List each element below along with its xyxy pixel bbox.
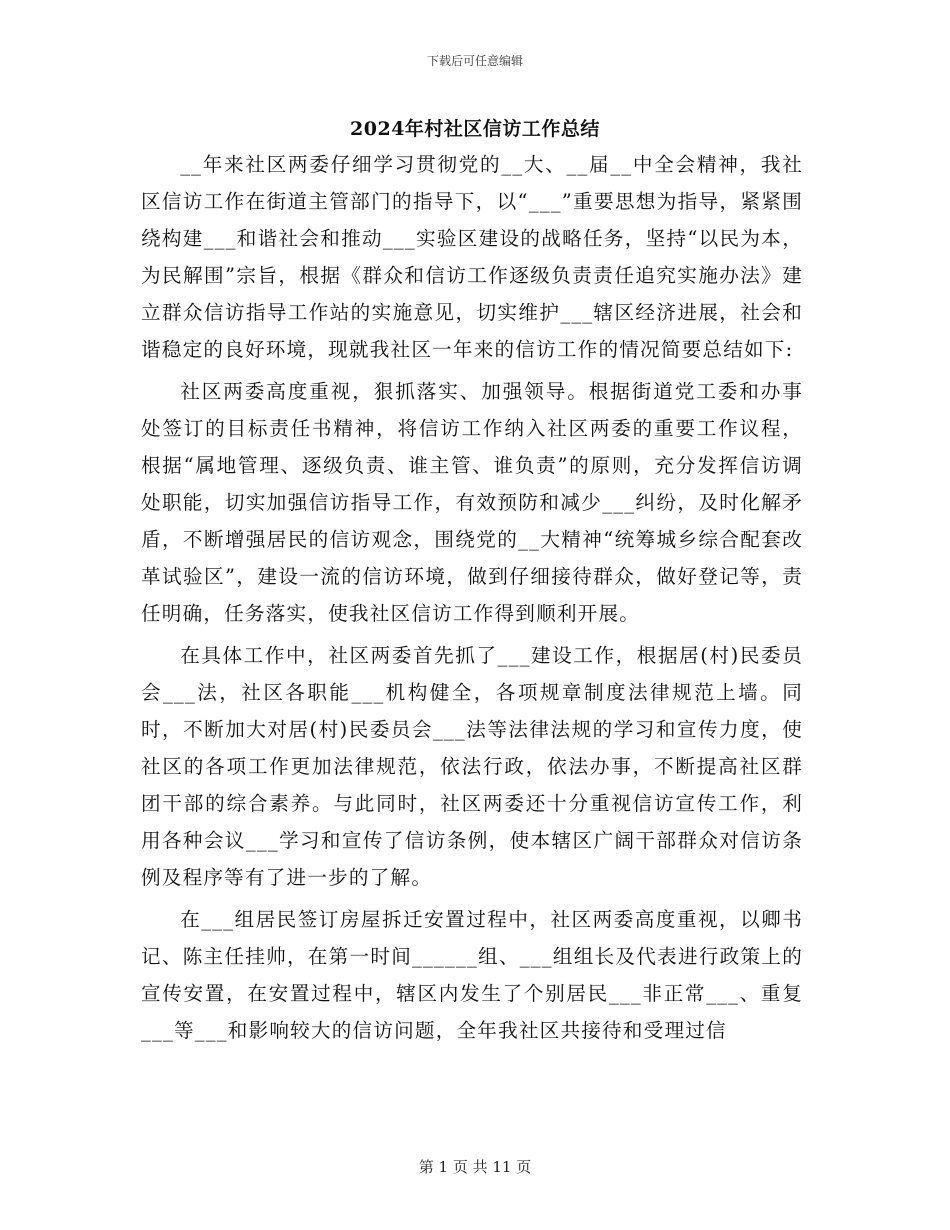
document-body [141, 146, 803, 1049]
header-note: 下载后可任意编辑 [426, 54, 523, 68]
paragraph-1: __年来社区两委仔细学习贯彻党的__大、__届__中全会精神，我社区信访工作在街道主管部门的指导下，以“___”重要思想为指导，紧紧围绕构建___和谐社会和推动___实验区建设的战略任务，坚持“以民为本，为民解围”宗旨，根据《群众和信访工作逐级负责责任追究实施办法》建立群众信访指导工作站的实施意见，切实维护___辖区经济进展，社会和谐稳定的良好环境，现就我社区一年来的信访工作的情况简要总结如下: [141, 153, 803, 361]
document-title: 2024年村社区信访工作总结 [350, 118, 600, 140]
page-number: 第 1 页 共 11 页 [418, 1158, 532, 1176]
paragraph-4: 在___组居民签订房屋拆迁安置过程中，社区两委高度重视，以卿书记、陈主任挂帅，在第一时间______组、___组组长及代表进行政策上的宣传安置，在安置过程中，辖区内发生了个别居民___非正常___、重复___等___和影响较大的信访问题，全年我社区共接待和受理过信 [141, 908, 803, 1042]
paragraph-3: 在具体工作中，社区两委首先抓了___建设工作，根据居(村)民委员会___法，社区各职能___机构健全，各项规章制度法律规范上墙。同时，不断加大对居(村)民委员会___法等法律法规的学习和宣传力度，使社区的各项工作更加法律规范，依法行政，依法办事，不断提高社区群团干部的综合素养。与此同时，社区两委还十分重视信访宣传工作，利用各种会议___学习和宣传了信访条例，使本辖区广阔干部群众对信访条例及程序等有了进一步的了解。 [141, 644, 803, 889]
paragraph-2: 社区两委高度重视，狠抓落实、加强领导。根据街道党工委和办事处签订的目标责任书精神，将信访工作纳入社区两委的重要工作议程，根据“属地管理、逐级负责、谁主管、谁负责”的原则，充分发挥信访调处职能，切实加强信访指导工作，有效预防和减少___纠纷，及时化解矛盾，不断增强居民的信访观念，围绕党的__大精神“统筹城乡综合配套改革试验区”，建设一流的信访环境，做到仔细接待群众，做好登记等，责任明确，任务落实，使我社区信访工作得到顺利开展。 [141, 380, 803, 625]
